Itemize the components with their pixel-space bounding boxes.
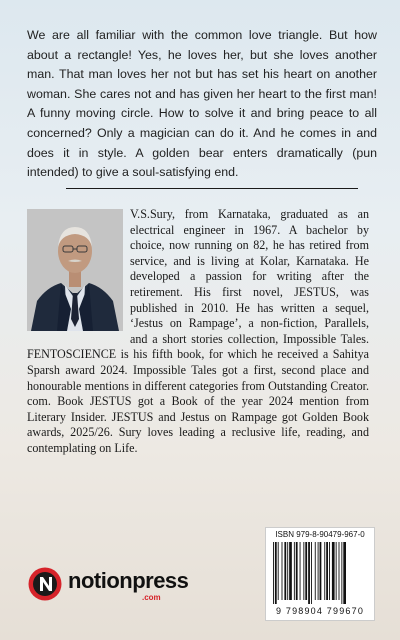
publisher-domain: .com — [142, 593, 161, 602]
photo-spacer — [27, 207, 130, 332]
book-blurb: We are all familiar with the common love triangle. But how about a rectangle! Yes, he loves her, but she loves another man. That man loves her not but has set his heart on another woman. She cares not and has given her heart to the first man! A funny moving circle. How to solve it and bring peace to all concerned? Only a magician can do it. And he comes in and does it in style. A golden bear enters dramatically (pun intended) to give a soul-satisfying end. — [27, 28, 377, 180]
publisher-name: notionpress — [68, 568, 189, 593]
barcode-icon — [272, 542, 368, 604]
author-bio: V.S.Sury, from Karnataka, graduated as an electrical engineer in 1967. A bachelor by choice, now running on 82, he has retired from service, and is living at Kolar, Karnataka. He developed a passion for writing after the retirement. His first novel, JESTUS, was published in 2010. He has written a sequel, ‘Jestus on Rampage’, a non-fiction, Parallels, and a short stories collection, Impossible Tales. FENTOSCIENCE is his fifth book, for which he received a Sahitya Sparsh award 2024. Impossible Tales got a first, second place and honourable mentions in different categories from Outstanding Creator. com. Book JESTUS got a Book of the year 2024 mention from Literary Insider. JESTUS and Jestus on Rampage got Golden Book awards, 2025/26. Sury loves leading a reclusive life, reading, and contemplating on Life. — [27, 207, 369, 455]
section-divider — [66, 188, 358, 189]
notionpress-n-icon — [28, 567, 62, 601]
isbn-barcode-box — [265, 527, 375, 621]
author-bio-block — [27, 207, 369, 457]
barcode-digits: 9 798904 799670 — [275, 606, 365, 616]
publisher-logo — [28, 566, 189, 606]
isbn-label: ISBN 979-8-90479-967-0 — [275, 530, 365, 539]
